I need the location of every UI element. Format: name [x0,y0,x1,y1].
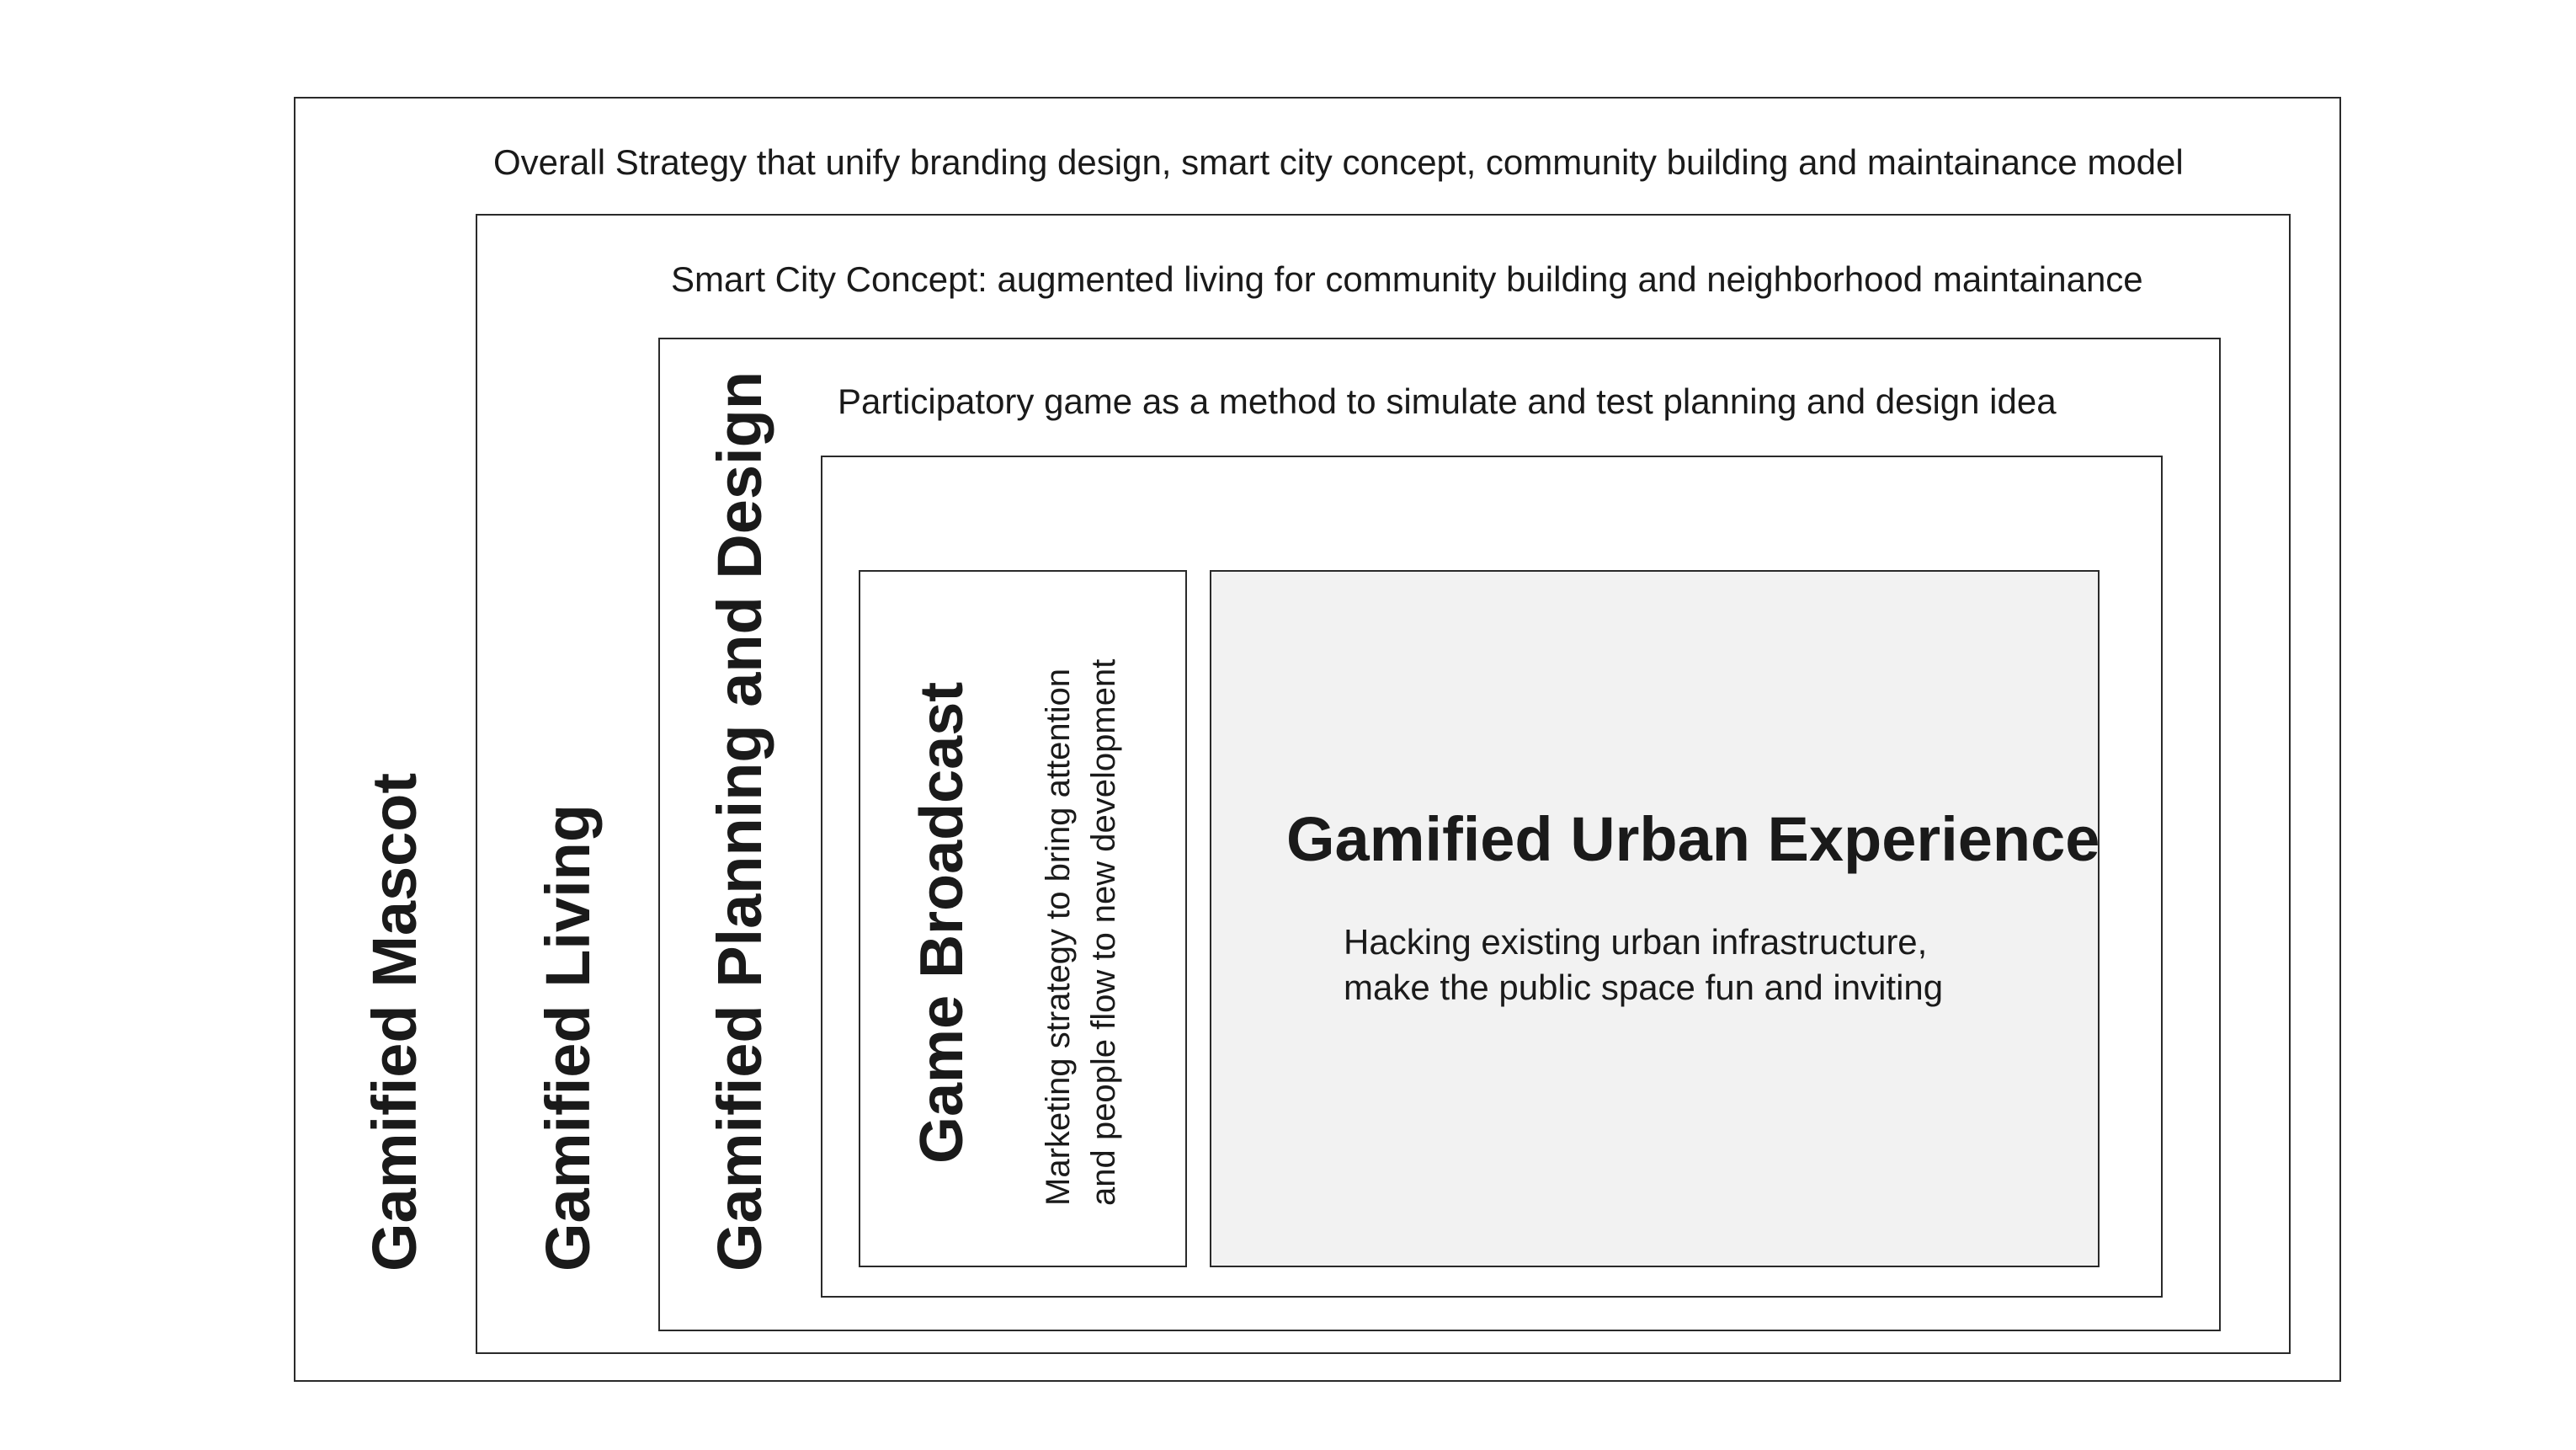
urban-experience-title: Gamified Urban Experience [1286,804,2100,874]
broadcast-title: Game Broadcast [908,681,976,1164]
mascot-caption: Overall Strategy that unify branding design, smart city concept, community building and maintainance model [493,142,2184,182]
mascot-title: Gamified Mascot [359,772,429,1271]
planning-title: Gamified Planning and Design [705,370,774,1271]
broadcast-description-line-2: and people flow to new development [1085,658,1122,1206]
broadcast-description-line-1: Marketing strategy to bring attention [1040,668,1077,1206]
urban-experience-description-line-1: Hacking existing urban infrastructure, [1344,922,1928,962]
planning-caption: Participatory game as a method to simulate and test planning and design idea [838,381,2057,421]
urban-experience-description [1344,920,1943,1010]
living-caption: Smart City Concept: augmented living for community building and neighborhood maintainance [671,259,2143,299]
broadcast-description [1035,659,1126,1206]
living-title: Gamified Living [533,803,603,1271]
urban-experience-box [1210,570,2100,1267]
urban-experience-description-line-2: make the public space fun and inviting [1344,968,1944,1007]
